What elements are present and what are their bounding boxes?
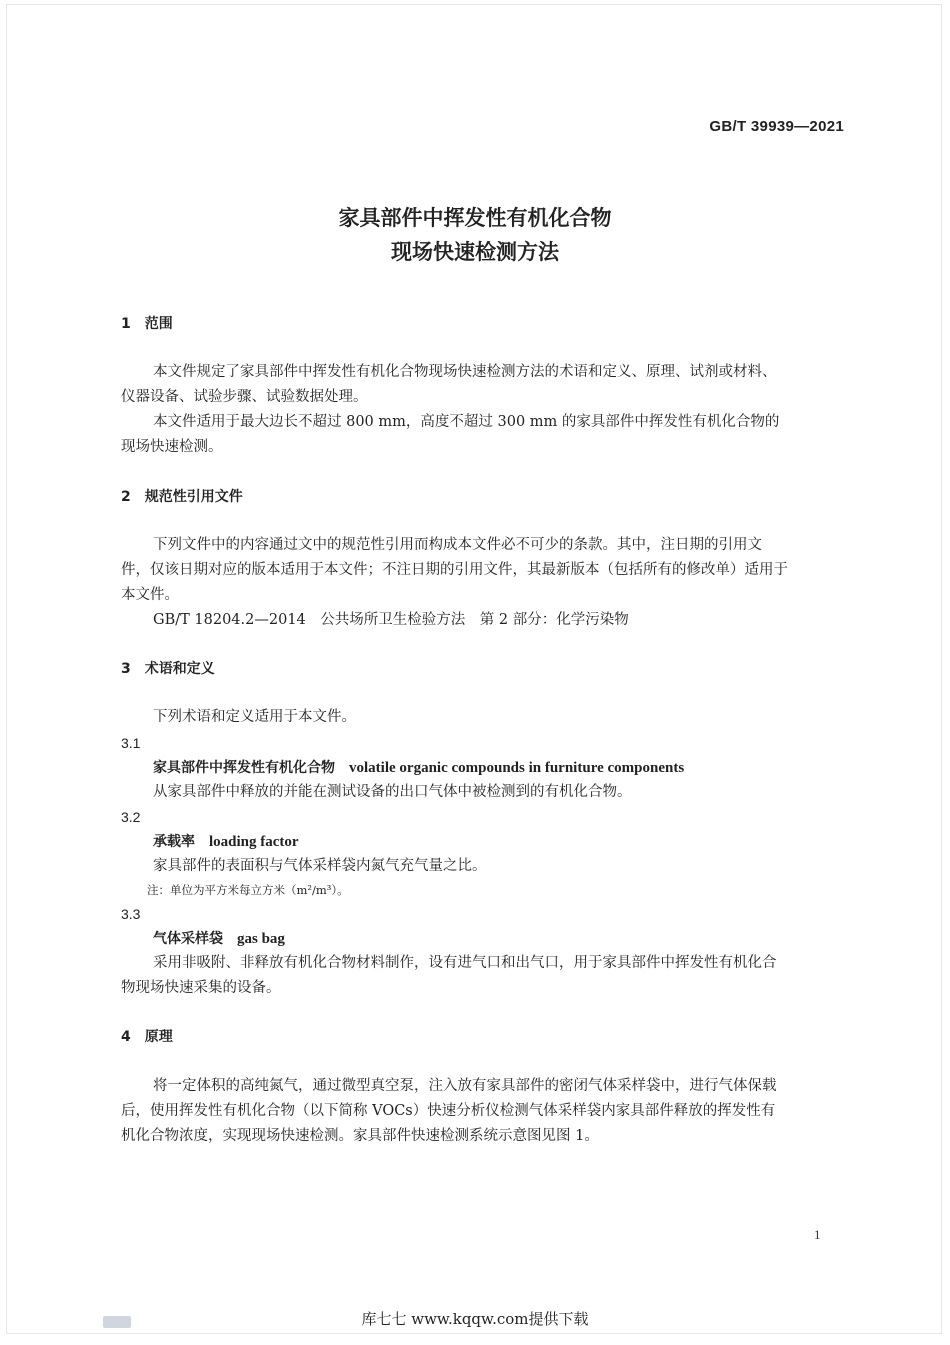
document-title-line2: 现场快速检测方法 xyxy=(391,240,559,264)
section-2-paragraph-line-2: 件，仅该日期对应的版本适用于本文件；不注日期的引用文件，其最新版本（包括所有的修改单）适用于 xyxy=(121,562,788,578)
section-4-paragraph-line-1: 将一定体积的高纯氮气，通过微型真空泵，注入放有家具部件的密闭气体采样袋中，进行气体保载 xyxy=(153,1078,777,1094)
section-1-paragraph-1-line-2: 仪器设备、试验步骤、试验数据处理。 xyxy=(121,389,368,405)
section-4-heading: 4 原理 xyxy=(121,1029,173,1045)
term-3-1-zh: 家具部件中挥发性有机化合物 xyxy=(153,760,335,776)
term-3-3-en: gas bag xyxy=(237,931,285,947)
term-3-2-zh: 承载率 xyxy=(153,834,195,850)
term-3-3-definition-line-2: 物现场快速采集的设备。 xyxy=(121,980,281,996)
term-3-2-title xyxy=(153,832,299,852)
term-3-1-number: 3.1 xyxy=(121,735,141,751)
term-3-3-zh: 气体采样袋 xyxy=(153,931,223,947)
section-2-heading: 2 规范性引用文件 xyxy=(121,489,243,505)
document-title-line1: 家具部件中挥发性有机化合物 xyxy=(338,206,612,230)
normative-reference: GB/T 18204.2—2014 公共场所卫生检验方法 第 2 部分：化学污染物 xyxy=(153,612,629,628)
section-1-paragraph-2-line-2: 现场快速检测。 xyxy=(121,439,223,455)
section-3-intro: 下列术语和定义适用于本文件。 xyxy=(153,709,356,725)
term-3-1-definition: 从家具部件中释放的并能在测试设备的出口气体中被检测到的有机化合物。 xyxy=(153,784,632,800)
section-4-paragraph-line-2: 后，使用挥发性有机化合物（以下简称 VOCs）快速分析仪检测气体采样袋内家具部件释放的挥发性有 xyxy=(121,1103,776,1119)
section-2-paragraph-line-3: 本文件。 xyxy=(121,587,179,603)
term-3-3-definition-line-1: 采用非吸附、非释放有机化合物材料制作，设有进气口和出气口，用于家具部件中挥发性有机化合 xyxy=(153,955,777,971)
term-3-2-note: 注：单位为平方米每立方米（m²/m³）。 xyxy=(147,883,349,897)
term-3-3-title xyxy=(153,929,285,949)
section-1-heading: 1 范围 xyxy=(121,316,173,332)
section-1-paragraph-1-line-1: 本文件规定了家具部件中挥发性有机化合物现场快速检测方法的术语和定义、原理、试剂或材料、 xyxy=(153,364,777,380)
section-3-heading: 3 术语和定义 xyxy=(121,661,215,677)
term-3-2-en: loading factor xyxy=(209,834,299,850)
section-1-paragraph-2-line-1: 本文件适用于最大边长不超过 800 mm，高度不超过 300 mm 的家具部件中挥发性有机化合物的 xyxy=(153,414,780,430)
section-4-paragraph-line-3: 机化合物浓度，实现现场快速检测。家具部件快速检测系统示意图见图 1。 xyxy=(121,1128,599,1144)
term-3-2-number: 3.2 xyxy=(121,809,141,825)
term-3-1-title xyxy=(153,758,684,778)
term-3-3-number: 3.3 xyxy=(121,906,141,922)
standard-code: GB/T 39939—2021 xyxy=(709,118,844,135)
term-3-2-definition: 家具部件的表面积与气体采样袋内氮气充气量之比。 xyxy=(153,858,487,874)
download-footer: 库七七 www.kqqw.com提供下载 xyxy=(361,1310,589,1328)
page-number: 1 xyxy=(814,1227,821,1242)
section-2-paragraph-line-1: 下列文件中的内容通过文中的规范性引用而构成本文件必不可少的条款。其中，注日期的引用文 xyxy=(153,537,762,553)
term-3-1-en: volatile organic compounds in furniture components xyxy=(349,760,685,776)
